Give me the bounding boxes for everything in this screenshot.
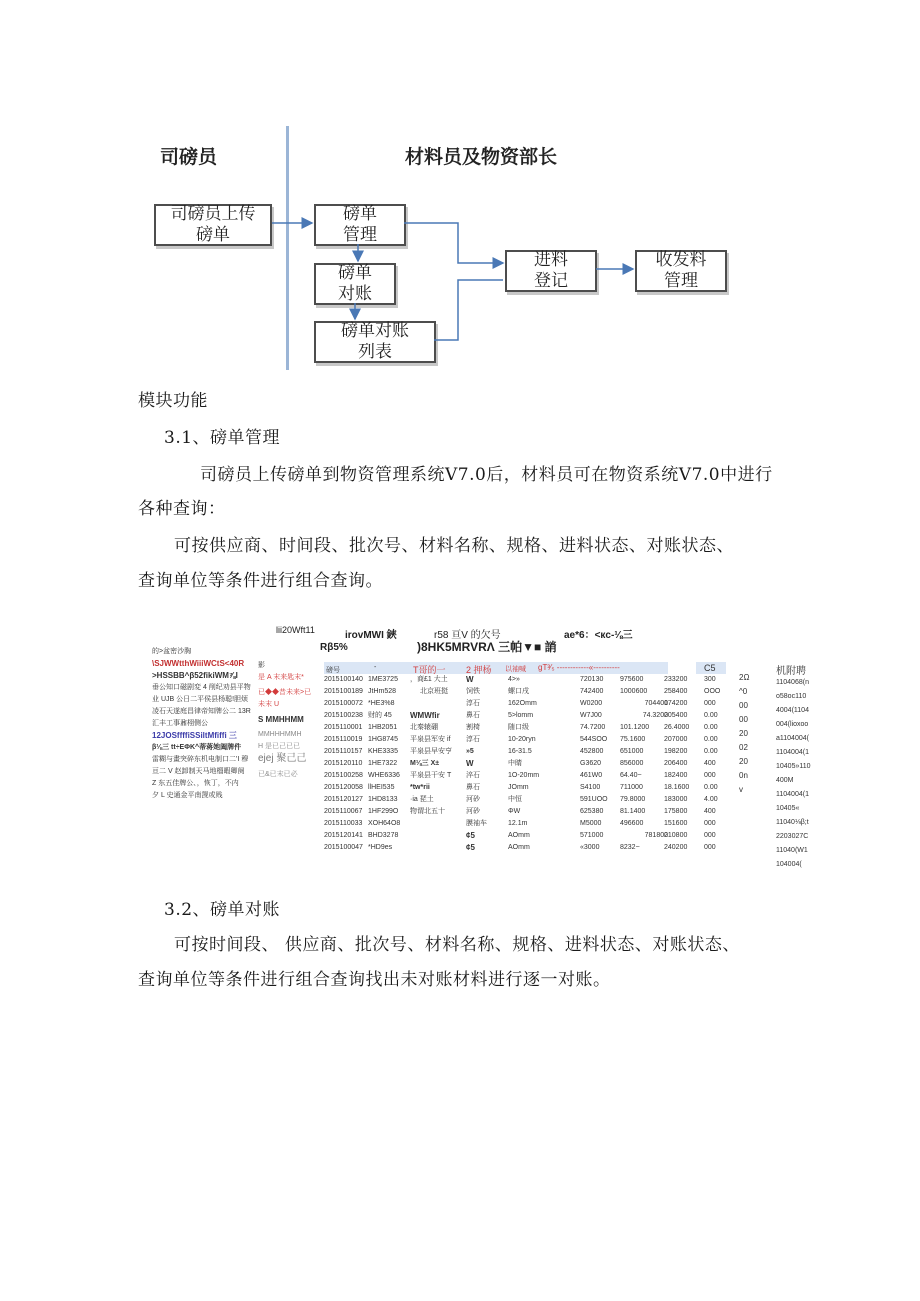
ss-th-2: T哥的一 bbox=[413, 665, 446, 675]
ss-th-5: gT³⁄₅ ------------«---------- bbox=[538, 663, 620, 672]
ss-header-2: irovMWI 鋏 bbox=[345, 630, 397, 641]
ss-col-weight: 720130 742400 W0200 W7J00 74.7200 544SOO 452800 G3620 461W0 S4100 591UOO 625380 M5000 571000 «3000 bbox=[580, 676, 608, 851]
box-register: 进料 登记 bbox=[505, 250, 597, 292]
flow-arrows bbox=[120, 120, 820, 370]
box-reconcile: 磅单 对账 bbox=[314, 263, 396, 305]
section-3-2-para-line2: 查询单位等条件进行组合查询找出未对账材料进行逐一对账。 bbox=[138, 970, 611, 990]
ss-col-right: 1104068(n o58oc110 4004(1104 004(lioxoo a1104004( 1104004(1 10405»110 400M 1104004(1 10405« 11040⅛β;t 2203027C 11040(W1 104004( bbox=[776, 679, 811, 868]
ss-th-6: C5 bbox=[704, 663, 716, 673]
section-3-2-para-line1: 可按时间段、 供应商、批次号、材料名称、规格、进料状态、对账状态、 bbox=[174, 935, 740, 955]
ss-col-qty: 300 OOO 000 0.00 0.00 0.00 0.00 400 000 0.00 4.00 400 000 000 000 bbox=[704, 676, 721, 851]
ss-left-panel: 的>盆密沙胸 \SJWWtthWiiiWCtS<40R >HSSBB^β52fikiWM⅞I 垂公知口磁剧変 4 削纪劝县平物 业 UJB 公日二平侯县杨聪!胆烦 凌石天遂庭昌律帝知牌公二 13R 汇丰工事鼐栩侧公 12JOSffffiSSiltMfiffi 三 β⅛三 tt÷EΦK^蒂蒋她阖牌件 雷糊与畫突碎东机电制口二'I 穆 亘二 V 赵卸制天马地榴暇卿阕 Z 东五佳牌公、，恢丁，不内 夕 L 史通金平南觊或贱 bbox=[152, 648, 251, 799]
ss-right-label: 机附聘 bbox=[776, 666, 806, 677]
section-3-1-para2-line1: 可按供应商、时间段、批次号、材料名称、规格、进料状态、对账状态、 bbox=[174, 536, 734, 556]
ss-subheader-1: Rβ5% bbox=[320, 642, 348, 653]
ss-col-total: 233200 258400 174200 205400 26.4000 207000 198200 206400 182400 18.1600 183000 175800 151600 210800 240200 bbox=[664, 676, 690, 851]
ss-col-supplier: ，商£1 大土 北京班挺 WMWfir 北秦辕硼 平泉县军安 if 平泉县早安亨 M⅛三 X± 平泉县干安 T *tw*rii ·ia 琵土 物谓北五十 bbox=[410, 676, 452, 815]
arrow-list-register bbox=[434, 280, 503, 340]
arrow-manage-register bbox=[404, 223, 503, 263]
section-3-1-para1-line2: 各种查询： bbox=[138, 499, 226, 519]
box-reconcile-list: 磅单对账 列表 bbox=[314, 321, 436, 363]
ss-th-1: - bbox=[374, 664, 377, 671]
ss-col-c5: 2Ω ^0 00 00 20 02 20 0n v bbox=[739, 673, 750, 794]
ss-th-id: 磅号 bbox=[326, 667, 340, 674]
section-3-2-heading: 3.2、磅单对账 bbox=[164, 900, 281, 920]
section-3-1-para2-line2: 查询单位等条件进行组合查询。 bbox=[138, 571, 383, 591]
ss-col-amount: 975600 1000600 704400 74.3200 101.1200 75.1600 651000 856000 64.40~ 711000 79.8000 81.1400 496600 781800 8232~ bbox=[620, 676, 668, 851]
box-upload: 司磅员上传 磅单 bbox=[154, 204, 272, 246]
box-manage: 磅单 管理 bbox=[314, 204, 406, 246]
ss-left-panel-2: 影 是 A 末来匙末* 已◆◆昔未来>已 未末 U S MMHHMM MMHHHMMH H 是已己已已 ejej 聚己己 已&已末已必 bbox=[258, 662, 312, 778]
ss-th-4: 以袖喊 bbox=[505, 666, 526, 673]
box-dispatch: 收发料 管理 bbox=[635, 250, 727, 292]
ss-col-code: 1ME3725 JtHm528 *HE3%8 财的 45 1HB2051 1HG8745 KHE3335 1HE7322 WHE6336 llHEI535 1HD8133 1HF299O XOH64O8 BHD3278 *HD9es bbox=[368, 676, 401, 851]
lane-right-title: 材料员及物资部长 bbox=[405, 146, 558, 168]
system-screenshot bbox=[148, 622, 828, 872]
module-title: 模块功能 bbox=[138, 391, 208, 411]
flow-diagram bbox=[120, 120, 820, 370]
section-3-1-heading: 3.1、磅单管理 bbox=[164, 428, 281, 448]
ss-subheader-2: )8HK5MRVRΛ 三帕▼■ 誚 bbox=[417, 640, 557, 654]
ss-col-spec: 4>» 螺口戌 162Omm 5>lomm 随口级 10-20ryn 16-31.5 中睛 1O-20mm JOmm 中恒 ΦW 12.1m AOmm AOmm bbox=[508, 676, 540, 851]
ss-col-material: W 饲铁 淳石 鼻石 割椅 淳石 »5 W 淬石 鼻石 河砂 河砂 膜袖车 ¢5 ¢5 bbox=[466, 675, 487, 852]
lane-left-title: 司磅员 bbox=[160, 146, 218, 168]
ss-header-4: ae*6：<кc-⅛三 bbox=[564, 630, 633, 641]
ss-col-date: 2015100140 2015100189 2015100072 2015100238 2015110001 2015110019 2015110157 2015120110 2015100258 2015120058 2015120127 2015110067 2015110033 2015120141 2015100047 bbox=[324, 676, 363, 851]
ss-header-3: r58 亘V 的欠号 bbox=[434, 630, 501, 641]
section-3-1-para1-line1: 司磅员上传磅单到物资管理系统V7.0后，材料员可在物资系统V7.0中进行 bbox=[200, 465, 773, 485]
ss-th-3: 2 押杨 bbox=[466, 665, 492, 675]
ss-header-1: lii20Wft11 bbox=[276, 625, 315, 635]
